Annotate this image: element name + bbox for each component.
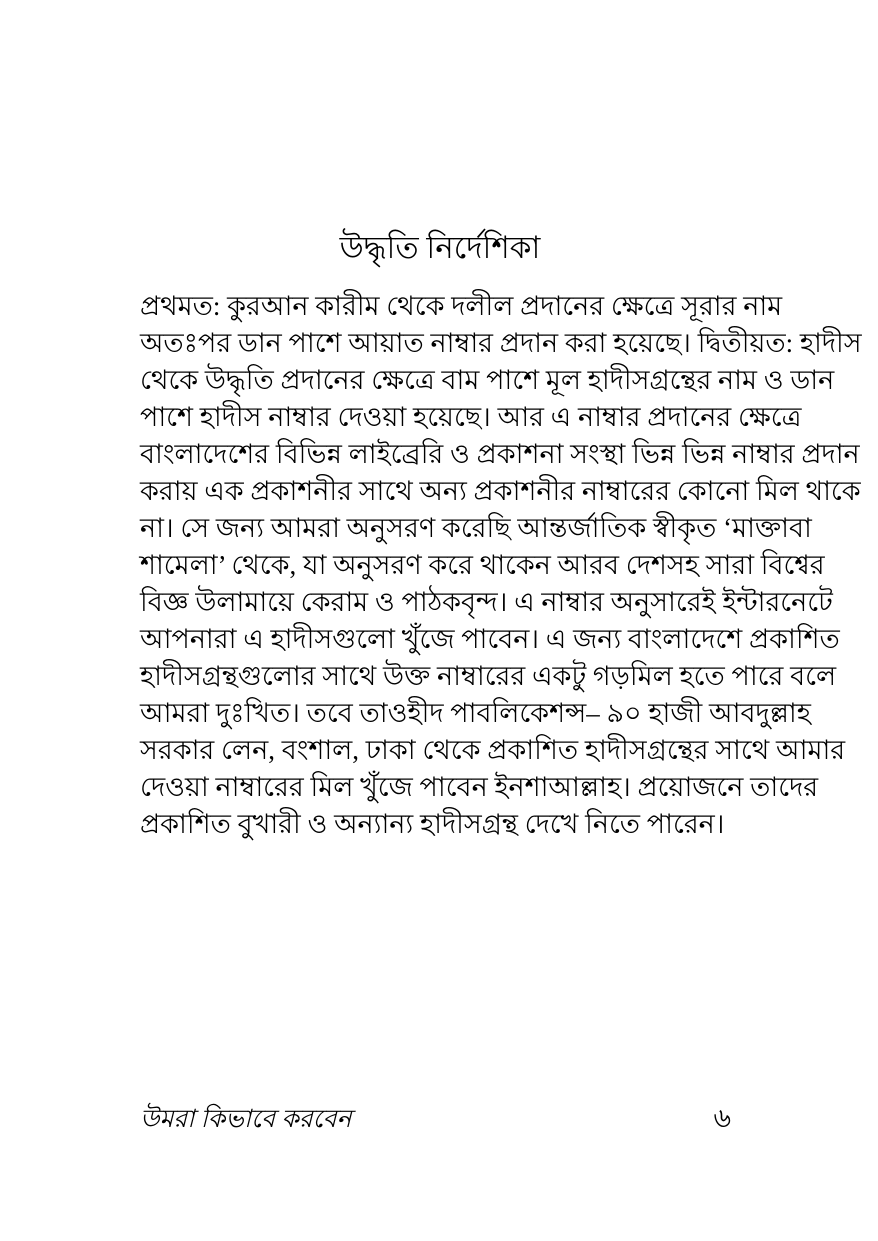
body-line: করায় এক প্রকাশনীর সাথে অন্য প্রকাশনীর নাম্বারের কোনো মিল থাকে [140, 476, 861, 506]
footer-book-title: উমরা কিভাবে করবেন [140, 1106, 352, 1133]
body-line: প্রথমত: কুরআন কারীম থেকে দলীল প্রদানের ক্ষেত্রে সূরার নাম [140, 291, 783, 321]
body-line: শামেলা’ থেকে, যা অনুসরণ করে থাকেন আরব দেশসহ সারা বিশ্বের [140, 550, 825, 580]
body-line: বাংলাদেশের বিভিন্ন লাইব্রেরি ও প্রকাশনা সংস্থা ভিন্ন ভিন্ন নাম্বার প্রদান [140, 439, 860, 469]
body-line: পাশে হাদীস নাম্বার দেওয়া হয়েছে। আর এ নাম্বার প্রদানের ক্ষেত্রে [140, 402, 802, 432]
footer-page-number: ৬ [713, 1103, 731, 1133]
body-line: না। সে জন্য আমরা অনুসরণ করেছি আন্তর্জাতিক স্বীকৃত ‘মাক্তাবা [140, 513, 812, 543]
body-line: দেওয়া নাম্বারের মিল খুঁজে পাবেন ইনশাআল্লাহ। প্রয়োজনে তাদের [140, 772, 819, 802]
page-footer [140, 1098, 741, 1143]
body-line: আপনারা এ হাদীসগুলো খুঁজে পাবেন। এ জন্য বাংলাদেশে প্রকাশিত [140, 624, 840, 654]
body-line: সরকার লেন, বংশাল, ঢাকা থেকে প্রকাশিত হাদীসগ্রন্থের সাথে আমার [140, 735, 846, 765]
body-line: আমরা দুঃখিত। তবে তাওহীদ পাবলিকেশন্স– ৯০ হাজী আবদুল্লাহ [140, 698, 811, 728]
body-line: হাদীসগ্রন্থগুলোর সাথে উক্ত নাম্বারের একটু গড়মিল হতে পারে বলে [140, 661, 837, 691]
body-line: প্রকাশিত বুখারী ও অন্যান্য হাদীসগ্রন্থ দেখে নিতে পারেন। [140, 809, 725, 839]
body-line: অতঃপর ডান পাশে আয়াত নাম্বার প্রদান করা হয়েছে। দ্বিতীয়ত: হাদীস [140, 328, 862, 358]
page-title: উদ্ধৃতি নির্দেশিকা [339, 230, 541, 265]
body-paragraph [140, 288, 862, 843]
body-line: বিজ্ঞ উলামায়ে কেরাম ও পাঠকবৃন্দ। এ নাম্বার অনুসারেই ইন্টারনেটে [140, 587, 833, 617]
body-line: থেকে উদ্ধৃতি প্রদানের ক্ষেত্রে বাম পাশে মূল হাদীসগ্রন্থের নাম ও ডান [140, 365, 835, 395]
